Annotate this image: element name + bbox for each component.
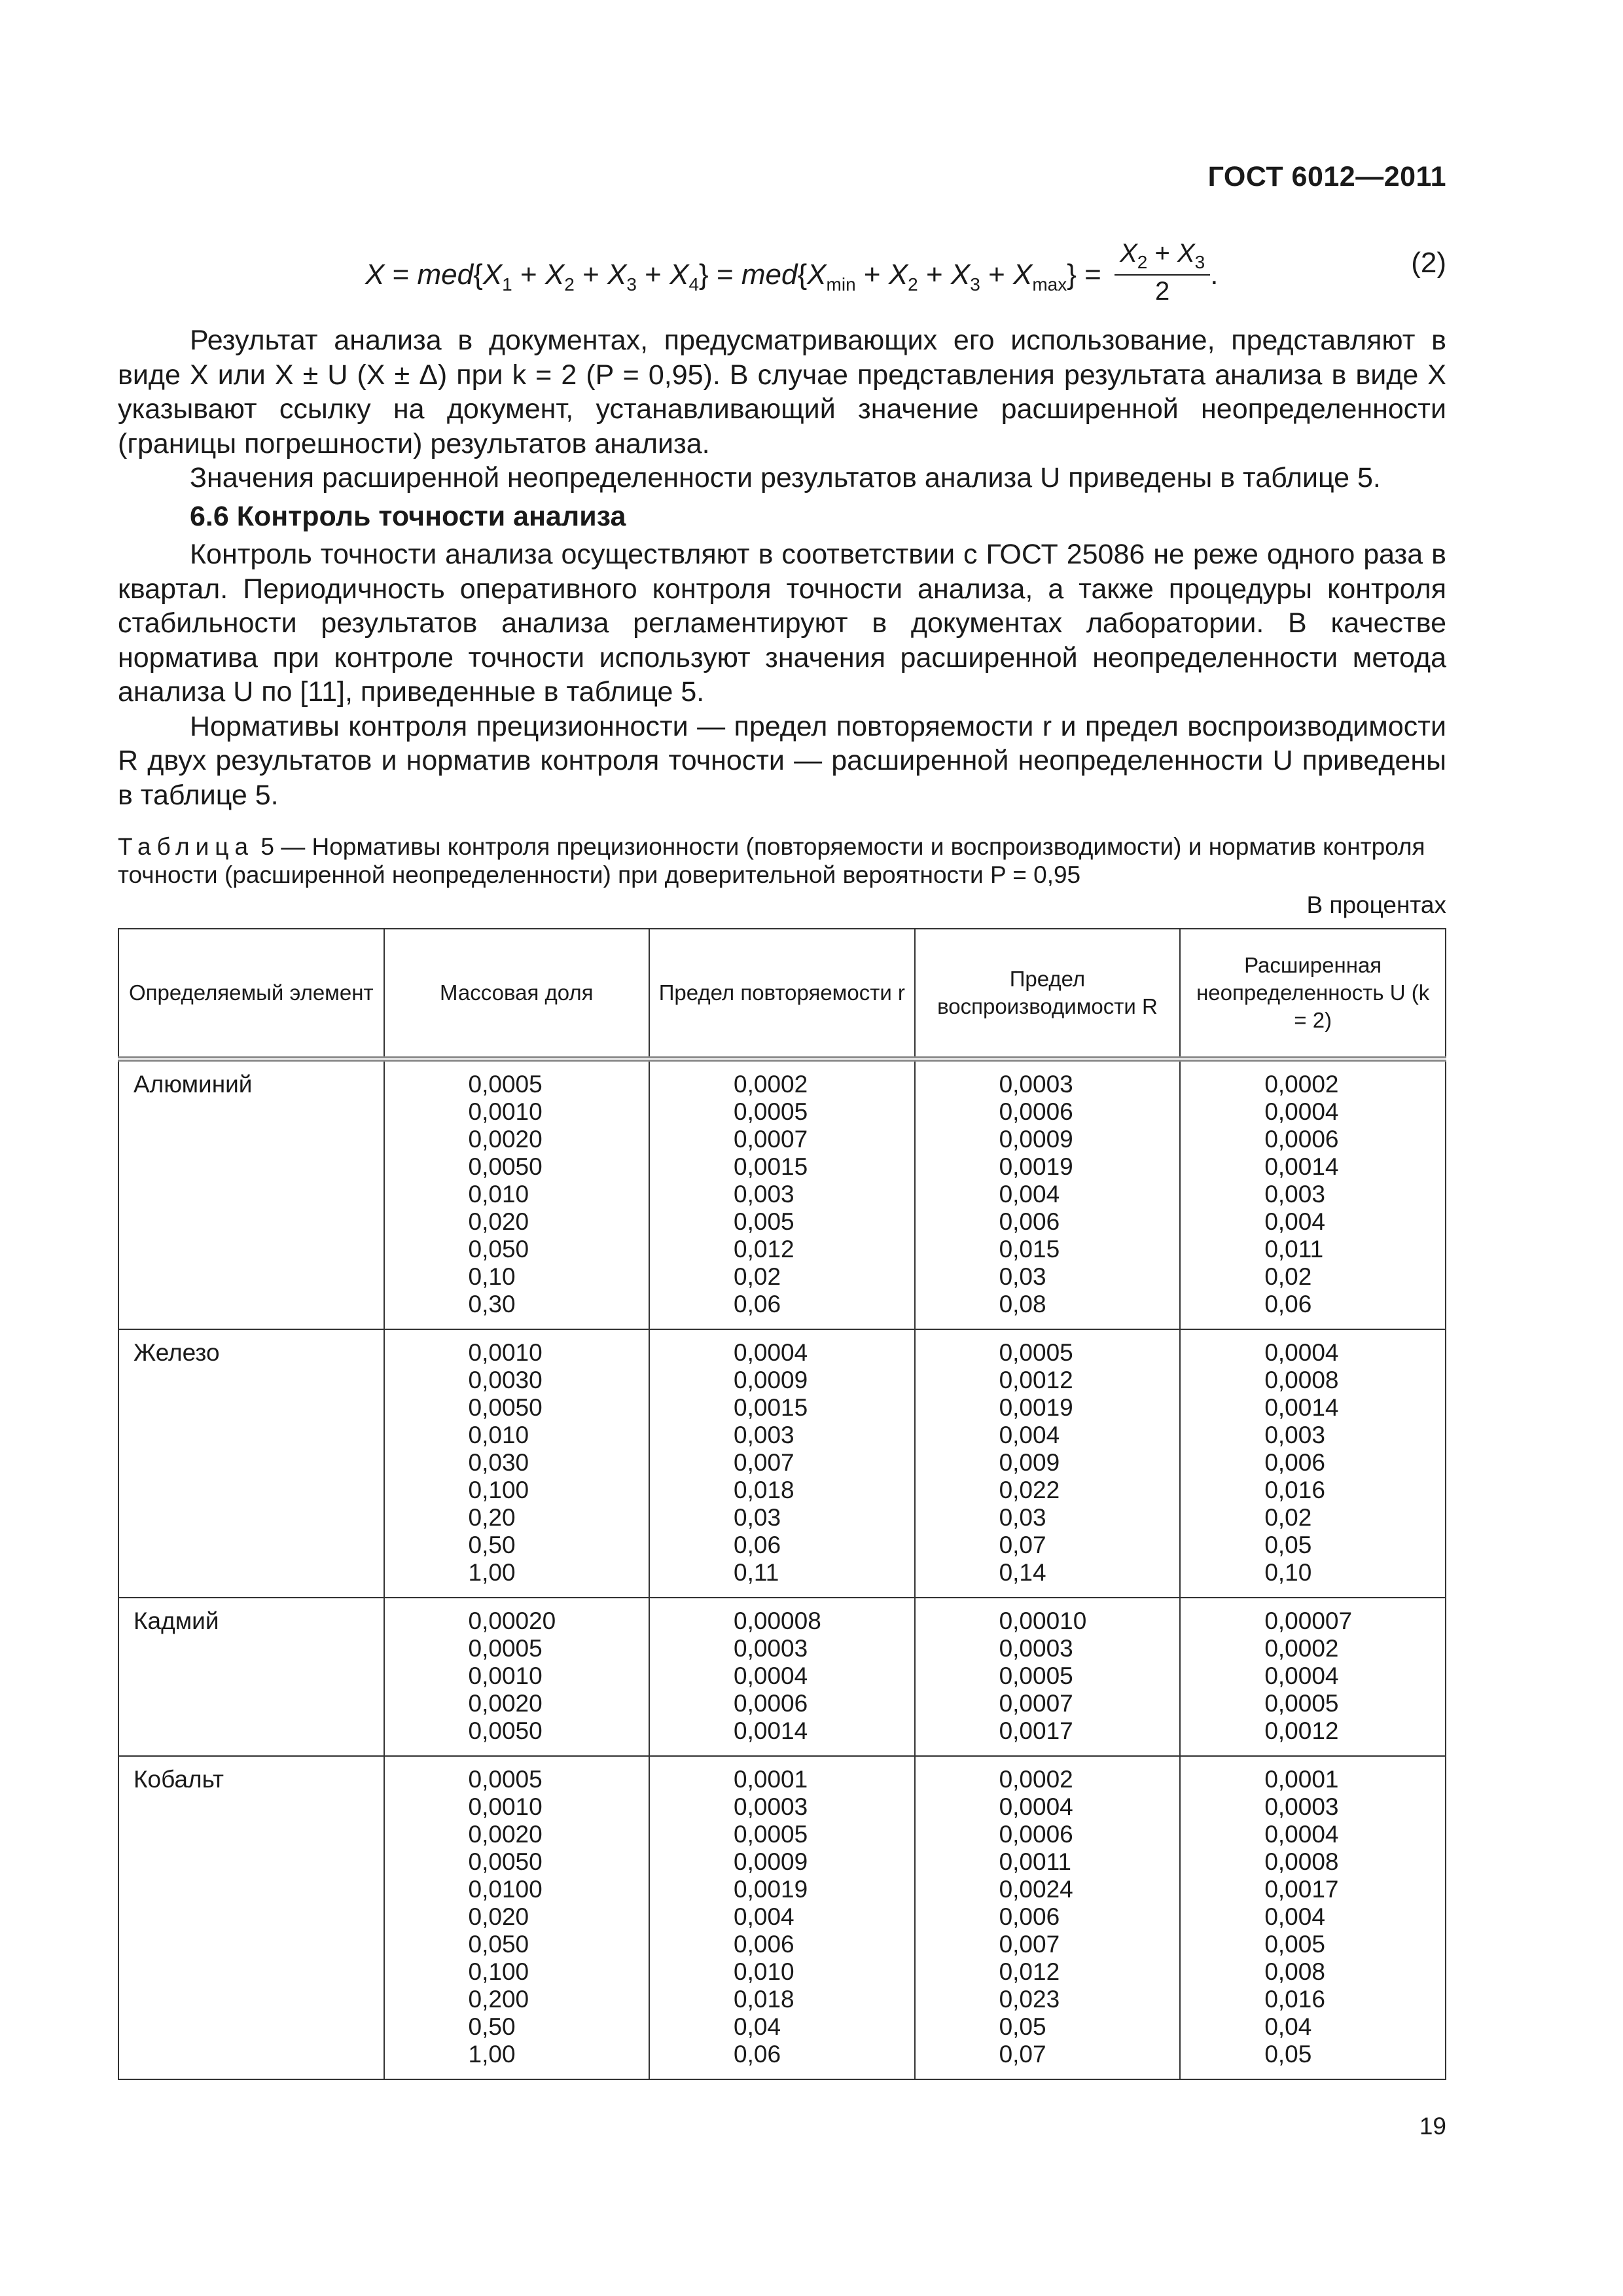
cell-value: 0,0020: [468, 1690, 543, 1717]
cell-value: 0,004: [999, 1422, 1060, 1448]
cell-value: 0,004: [1264, 1208, 1325, 1235]
page-number: 19: [1419, 2113, 1446, 2140]
cell-value: 0,0005: [734, 1098, 808, 1125]
cell-value: 0,0010: [468, 1098, 543, 1125]
cell-value: 0,02: [1264, 1263, 1312, 1290]
cell-value: 1,00: [468, 1559, 516, 1586]
cell-value: 0,0019: [999, 1394, 1073, 1421]
cell-value: 0,0005: [999, 1662, 1073, 1689]
cell-value: 0,0002: [734, 1071, 808, 1098]
cell-value: 0,0006: [734, 1690, 808, 1717]
paragraph-result: Результат анализа в документах, предусматривающих его использование, представляют в виде X или X ± U (X ± Δ) при k = 2 (P = 0,95). В случае представления результата анализа в виде X указывают ссылку на документ, устанавливающий значение расширенной неопределенности (границы погрешности) результатов анализа.: [118, 325, 1446, 459]
cell-value: 0,04: [734, 2013, 781, 2040]
cell-value: 0,008: [1264, 1958, 1325, 1985]
formula-row: [118, 239, 1446, 311]
cell-value: 0,0017: [1264, 1876, 1339, 1903]
cell-value: 0,04: [1264, 2013, 1312, 2040]
mass-fraction-cell: [384, 1598, 650, 1756]
cell-value: 0,50: [468, 2013, 516, 2040]
cell-value: 0,007: [999, 1931, 1060, 1958]
cell-value: 0,0050: [468, 1153, 543, 1180]
cell-value: 0,010: [468, 1422, 529, 1448]
cell-value: 0,0015: [734, 1153, 808, 1180]
cell-value: 0,0002: [1264, 1071, 1339, 1098]
element-name-cell: Кадмий: [118, 1598, 384, 1756]
cell-value: 0,012: [734, 1236, 794, 1263]
paragraph-norms: Нормативы контроля прецизионности — предел повторяемости r и предел воспроизводимости R двух результатов и норматив контроля точности — расширенной неопределенности U приведены в таблице 5.: [118, 710, 1446, 811]
cell-value: 0,00010: [999, 1607, 1087, 1634]
paragraph-uncertainty: Значения расширенной неопределенности результатов анализа U приведены в таблице 5.: [190, 462, 1381, 493]
cell-value: 0,0003: [734, 1793, 808, 1820]
repeatability-cell: [649, 1329, 915, 1598]
cell-value: 0,0009: [734, 1848, 808, 1875]
cell-value: 0,0001: [1264, 1766, 1339, 1793]
cell-value: 0,0004: [999, 1793, 1073, 1820]
cell-value: 0,20: [468, 1504, 516, 1531]
cell-value: 1,00: [468, 2041, 516, 2068]
cell-value: 0,06: [734, 1532, 781, 1558]
header-uncertainty: Расширенная неопределенность U (k = 2): [1180, 929, 1446, 1059]
cell-value: 0,0008: [1264, 1848, 1339, 1875]
cell-value: 0,0006: [1264, 1126, 1339, 1153]
table-row: [118, 1059, 1446, 1329]
cell-value: 0,00007: [1264, 1607, 1353, 1634]
cell-value: 0,0005: [468, 1071, 543, 1098]
cell-value: 0,003: [734, 1422, 794, 1448]
formula-fraction: $\frac{X_2 + X_3}{2}$: [1115, 239, 1210, 306]
cell-value: 0,011: [1264, 1236, 1324, 1263]
element-name-cell: Алюминий: [118, 1059, 384, 1329]
cell-value: 0,0004: [734, 1662, 808, 1689]
cell-value: 0,0010: [468, 1793, 543, 1820]
element-name-cell: Кобальт: [118, 1756, 384, 2079]
cell-value: 0,0009: [999, 1126, 1073, 1153]
norms-table: [118, 928, 1446, 2080]
cell-value: 0,0005: [1264, 1690, 1339, 1717]
paragraph-control: Контроль точности анализа осуществляют в соответствии с ГОСТ 25086 не реже одного раза в квартал. Периодичность оперативного контроля точности анализа, а также процедуры контроля стабильности результатов анализа регламентируют в документах лаборатории. В качестве норматива при контроле точности используют значения расширенной неопределенности метода анализа U по [11], приведенные в таблице 5.: [118, 539, 1446, 708]
cell-value: 0,0017: [999, 1717, 1073, 1744]
cell-value: 0,0020: [468, 1126, 543, 1153]
table-row: [118, 1598, 1446, 1756]
cell-value: 0,023: [999, 1986, 1060, 2013]
uncertainty-cell: [1180, 1329, 1446, 1598]
cell-value: 0,0012: [999, 1367, 1073, 1393]
cell-value: 0,0002: [1264, 1635, 1339, 1662]
cell-value: 0,05: [999, 2013, 1046, 2040]
cell-value: 0,0004: [1264, 1339, 1339, 1366]
cell-value: 0,05: [1264, 2041, 1312, 2068]
cell-value: 0,050: [468, 1236, 529, 1263]
repeatability-cell: [649, 1059, 915, 1329]
cell-value: 0,016: [1264, 1986, 1325, 2013]
cell-value: 0,016: [1264, 1477, 1325, 1503]
cell-value: 0,012: [999, 1958, 1060, 1985]
cell-value: 0,0004: [1264, 1098, 1339, 1125]
cell-value: 0,004: [999, 1181, 1060, 1208]
cell-value: 0,004: [734, 1903, 794, 1930]
cell-value: 0,0014: [1264, 1394, 1339, 1421]
cell-value: 0,03: [999, 1504, 1046, 1531]
cell-value: 0,0003: [999, 1071, 1073, 1098]
cell-value: 0,006: [1264, 1449, 1325, 1476]
cell-value: 0,020: [468, 1903, 529, 1930]
cell-value: 0,0010: [468, 1339, 543, 1366]
cell-value: 0,006: [734, 1931, 794, 1958]
section-heading: 6.6 Контроль точности анализа: [190, 500, 626, 532]
cell-value: 0,08: [999, 1291, 1046, 1318]
body-text: [118, 323, 1446, 812]
cell-value: 0,0004: [734, 1339, 808, 1366]
cell-value: 0,0020: [468, 1821, 543, 1848]
cell-value: 0,015: [999, 1236, 1060, 1263]
cell-value: 0,00020: [468, 1607, 556, 1634]
cell-value: 0,0007: [999, 1690, 1073, 1717]
cell-value: 0,0012: [1264, 1717, 1339, 1744]
cell-value: 0,006: [999, 1903, 1060, 1930]
table-caption-label: Таблица: [118, 833, 255, 860]
cell-value: 0,0003: [734, 1635, 808, 1662]
cell-value: 0,0006: [999, 1821, 1073, 1848]
cell-value: 0,0050: [468, 1848, 543, 1875]
cell-value: 0,0015: [734, 1394, 808, 1421]
document-page: [118, 0, 1446, 2296]
cell-value: 0,0014: [1264, 1153, 1339, 1180]
cell-value: 0,100: [468, 1477, 529, 1503]
table-caption: [118, 833, 1446, 889]
cell-value: 0,005: [1264, 1931, 1325, 1958]
header-reproducibility: Предел воспроизводимости R: [915, 929, 1181, 1059]
cell-value: 0,030: [468, 1449, 529, 1476]
cell-value: 0,005: [734, 1208, 794, 1235]
cell-value: 0,03: [734, 1504, 781, 1531]
cell-value: 0,00008: [734, 1607, 821, 1634]
cell-value: 0,0005: [468, 1635, 543, 1662]
cell-value: 0,0014: [734, 1717, 808, 1744]
table-row: [118, 1329, 1446, 1598]
cell-value: 0,06: [734, 2041, 781, 2068]
cell-value: 0,050: [468, 1931, 529, 1958]
cell-value: 0,06: [734, 1291, 781, 1318]
cell-value: 0,0100: [468, 1876, 543, 1903]
cell-value: 0,018: [734, 1986, 794, 2013]
cell-value: 0,022: [999, 1477, 1060, 1503]
cell-value: 0,018: [734, 1477, 794, 1503]
cell-value: 0,50: [468, 1532, 516, 1558]
cell-value: 0,11: [734, 1559, 779, 1586]
cell-value: 0,07: [999, 1532, 1046, 1558]
reproducibility-cell: [915, 1329, 1181, 1598]
cell-value: 0,06: [1264, 1291, 1312, 1318]
cell-value: 0,0024: [999, 1876, 1073, 1903]
cell-value: 0,0005: [999, 1339, 1073, 1366]
cell-value: 0,004: [1264, 1903, 1325, 1930]
cell-value: 0,10: [1264, 1559, 1312, 1586]
document-header: ГОСТ 6012—2011: [1207, 161, 1446, 192]
reproducibility-cell: [915, 1756, 1181, 2079]
cell-value: 0,0008: [1264, 1367, 1339, 1393]
cell-value: 0,0003: [999, 1635, 1073, 1662]
table-caption-text: 5 — Нормативы контроля прецизионности (повторяемости и воспроизводимости) и норматив контроля точности (расширенной неопределенности) при доверительной вероятности P = 0,95: [118, 833, 1425, 888]
cell-value: 0,003: [1264, 1422, 1325, 1448]
cell-value: 0,0009: [734, 1367, 808, 1393]
table-header-row: [118, 929, 1446, 1059]
cell-value: 0,007: [734, 1449, 794, 1476]
mass-fraction-cell: [384, 1329, 650, 1598]
cell-value: 0,0004: [1264, 1821, 1339, 1848]
table-row: [118, 1756, 1446, 2079]
cell-value: 0,200: [468, 1986, 529, 2013]
cell-value: 0,0010: [468, 1662, 543, 1689]
repeatability-cell: [649, 1756, 915, 2079]
cell-value: 0,0006: [999, 1098, 1073, 1125]
reproducibility-cell: [915, 1059, 1181, 1329]
cell-value: 0,0007: [734, 1126, 808, 1153]
element-name-cell: Железо: [118, 1329, 384, 1598]
header-repeatability: Предел повторяемости r: [649, 929, 915, 1059]
cell-value: 0,020: [468, 1208, 529, 1235]
cell-value: 0,07: [999, 2041, 1046, 2068]
uncertainty-cell: [1180, 1059, 1446, 1329]
equation-number: (2): [1411, 247, 1446, 279]
cell-value: 0,0005: [734, 1821, 808, 1848]
cell-value: 0,0011: [999, 1848, 1071, 1875]
cell-value: 0,0050: [468, 1394, 543, 1421]
cell-value: 0,100: [468, 1958, 529, 1985]
cell-value: 0,0002: [999, 1766, 1073, 1793]
mass-fraction-cell: [384, 1059, 650, 1329]
uncertainty-cell: [1180, 1756, 1446, 2079]
median-formula: $X = med\{X_1 + X_2 + X_3 + X_4\} = med\{X_{min} + X_2 + X_3 + X_{max}\}$ = $\frac{X_2 + X_3}{2}$ .: [365, 239, 1219, 306]
cell-value: 0,003: [734, 1181, 794, 1208]
table-units: В процентах: [1306, 891, 1446, 918]
cell-value: 0,10: [468, 1263, 516, 1290]
cell-value: 0,0050: [468, 1717, 543, 1744]
cell-value: 0,0019: [999, 1153, 1073, 1180]
cell-value: 0,14: [999, 1559, 1046, 1586]
cell-value: 0,0004: [1264, 1662, 1339, 1689]
reproducibility-cell: [915, 1598, 1181, 1756]
header-element: Определяемый элемент: [118, 929, 384, 1059]
cell-value: 0,006: [999, 1208, 1060, 1235]
cell-value: 0,03: [999, 1263, 1046, 1290]
uncertainty-cell: [1180, 1598, 1446, 1756]
repeatability-cell: [649, 1598, 915, 1756]
cell-value: 0,02: [734, 1263, 781, 1290]
header-mass-fraction: Массовая доля: [384, 929, 650, 1059]
cell-value: 0,0001: [734, 1766, 808, 1793]
cell-value: 0,0030: [468, 1367, 543, 1393]
mass-fraction-cell: [384, 1756, 650, 2079]
cell-value: 0,0003: [1264, 1793, 1339, 1820]
cell-value: 0,0005: [468, 1766, 543, 1793]
cell-value: 0,30: [468, 1291, 516, 1318]
cell-value: 0,003: [1264, 1181, 1325, 1208]
cell-value: 0,0019: [734, 1876, 808, 1903]
cell-value: 0,010: [468, 1181, 529, 1208]
cell-value: 0,05: [1264, 1532, 1312, 1558]
cell-value: 0,02: [1264, 1504, 1312, 1531]
cell-value: 0,009: [999, 1449, 1060, 1476]
cell-value: 0,010: [734, 1958, 794, 1985]
